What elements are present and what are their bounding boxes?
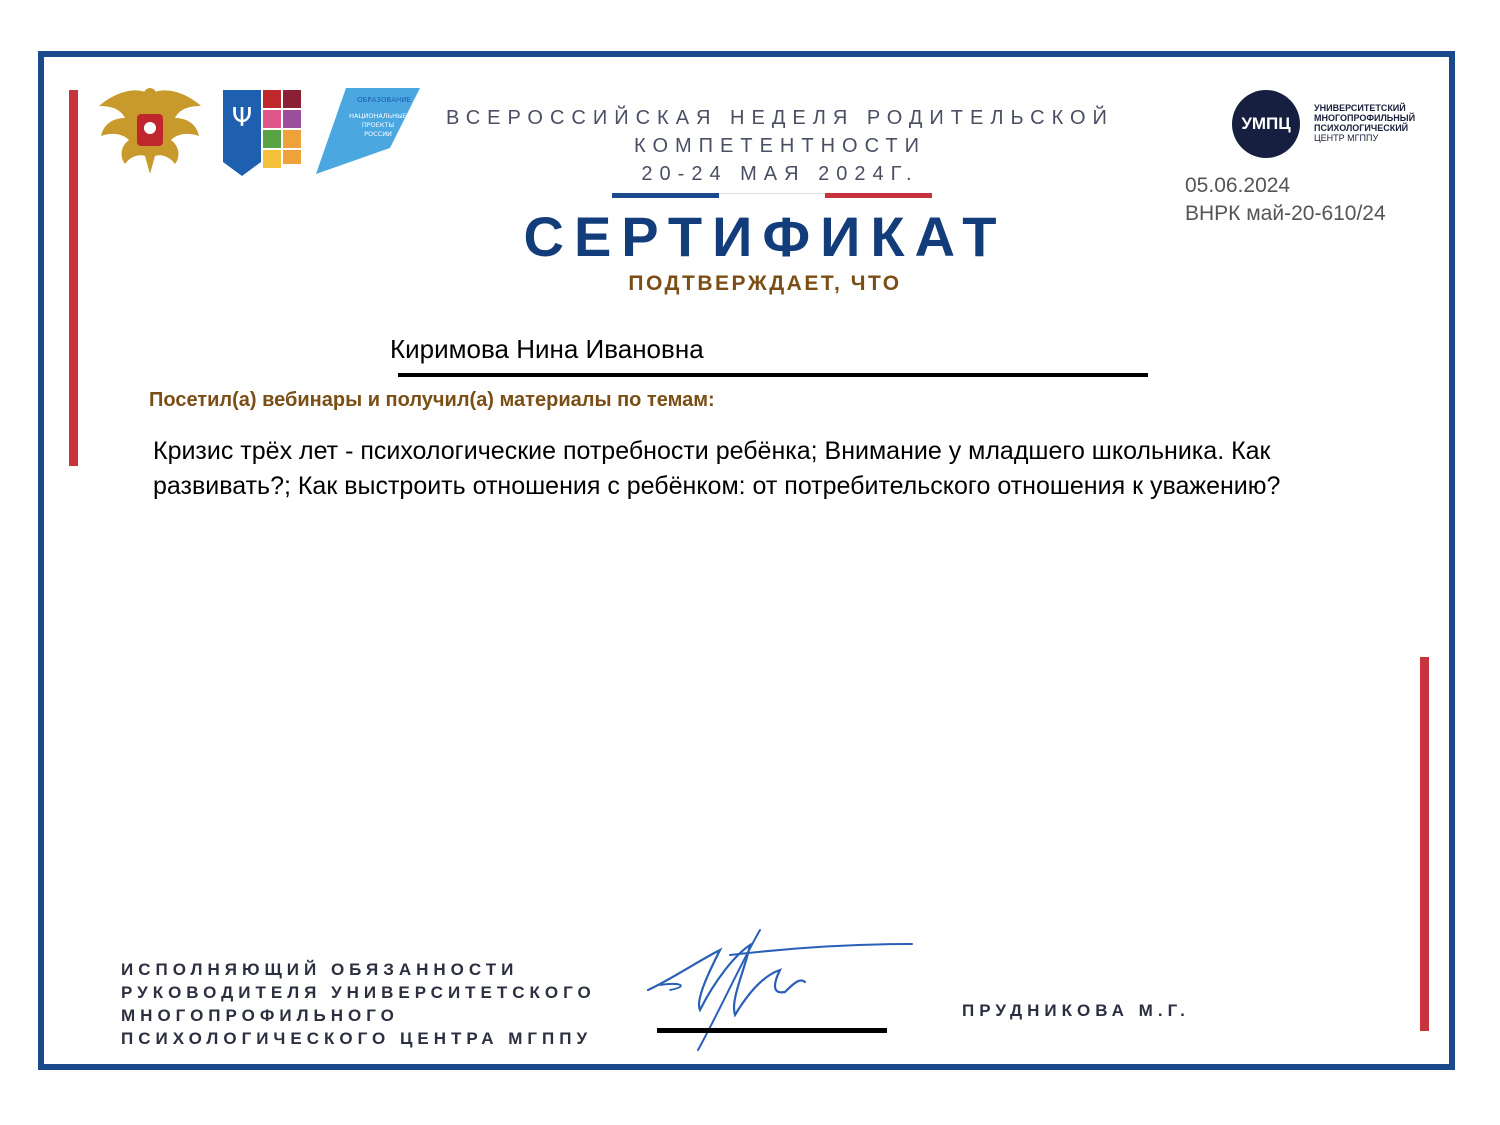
event-title-line1: ВСЕРОССИЙСКАЯ НЕДЕЛЯ РОДИТЕЛЬСКОЙ — [446, 107, 1114, 129]
document-number: ВНРК май-20-610/24 — [1185, 202, 1386, 225]
signature-line — [657, 1028, 887, 1033]
umpc-logo-text — [1314, 103, 1434, 143]
signer-name: ПРУДНИКОВА М.Г. — [962, 1001, 1190, 1020]
signer-role-line4: ПСИХОЛОГИЧЕСКОГО ЦЕНТРА МГППУ — [121, 1029, 593, 1048]
umpc-line4: ЦЕНТР МГППУ — [1314, 133, 1379, 143]
signer-role-line2: РУКОВОДИТЕЛЯ УНИВЕРСИТЕТСКОГО — [121, 983, 596, 1002]
flag-segment-white — [719, 193, 825, 198]
webinar-topics: Кризис трёх лет - психологические потребности ребёнка; Внимание у младшего школьника. Как развивать?; Как выстроить отношения с ребёнком: от потребительского отношения к уважению? — [153, 437, 1281, 500]
svg-text:РОССИИ: РОССИИ — [364, 130, 392, 138]
signature-image — [640, 920, 920, 1055]
coat-of-arms-icon — [95, 84, 205, 176]
svg-text:Ψ: Ψ — [231, 103, 253, 133]
event-title-line3: 20-24 МАЯ 2024Г. — [641, 163, 919, 185]
signer-role — [121, 958, 596, 1050]
name-underline — [398, 373, 1148, 377]
certificate-subtitle: ПОДТВЕРЖДАЕТ, ЧТО — [628, 272, 902, 295]
fund-logo-icon — [223, 90, 301, 176]
svg-text:ОБРАЗОВАНИЕ: ОБРАЗОВАНИЕ — [357, 96, 411, 104]
svg-text:НАЦИОНАЛЬНЫЕ: НАЦИОНАЛЬНЫЕ — [349, 112, 407, 120]
umpc-line3: ПСИХОЛОГИЧЕСКИЙ — [1314, 123, 1409, 133]
flag-segment-blue — [612, 193, 719, 198]
umpc-line2: МНОГОПРОФИЛЬНЫЙ — [1314, 113, 1416, 123]
accent-bar-right — [1420, 657, 1429, 1031]
umpc-line1: УНИВЕРСИТЕТСКИЙ — [1314, 103, 1406, 113]
event-title — [400, 104, 1160, 188]
signer-role-line3: МНОГОПРОФИЛЬНОГО — [121, 1006, 399, 1025]
svg-text:ПРОЕКТЫ: ПРОЕКТЫ — [361, 121, 395, 129]
recipient-name: Киримова Нина Ивановна — [390, 334, 704, 364]
event-title-line2: КОМПЕТЕНТНОСТИ — [634, 135, 926, 157]
umpc-logo: УМПЦ — [1232, 90, 1300, 158]
flag-divider — [612, 193, 932, 198]
document-date: 05.06.2024 — [1185, 174, 1291, 197]
flag-segment-red — [825, 193, 932, 198]
certificate-title: СЕРТИФИКАТ — [523, 205, 1007, 268]
accent-bar-left — [69, 90, 78, 466]
signer-role-line1: ИСПОЛНЯЮЩИЙ ОБЯЗАННОСТИ — [121, 960, 519, 979]
visited-label: Посетил(а) вебинары и получил(а) материалы по темам: — [149, 389, 715, 411]
